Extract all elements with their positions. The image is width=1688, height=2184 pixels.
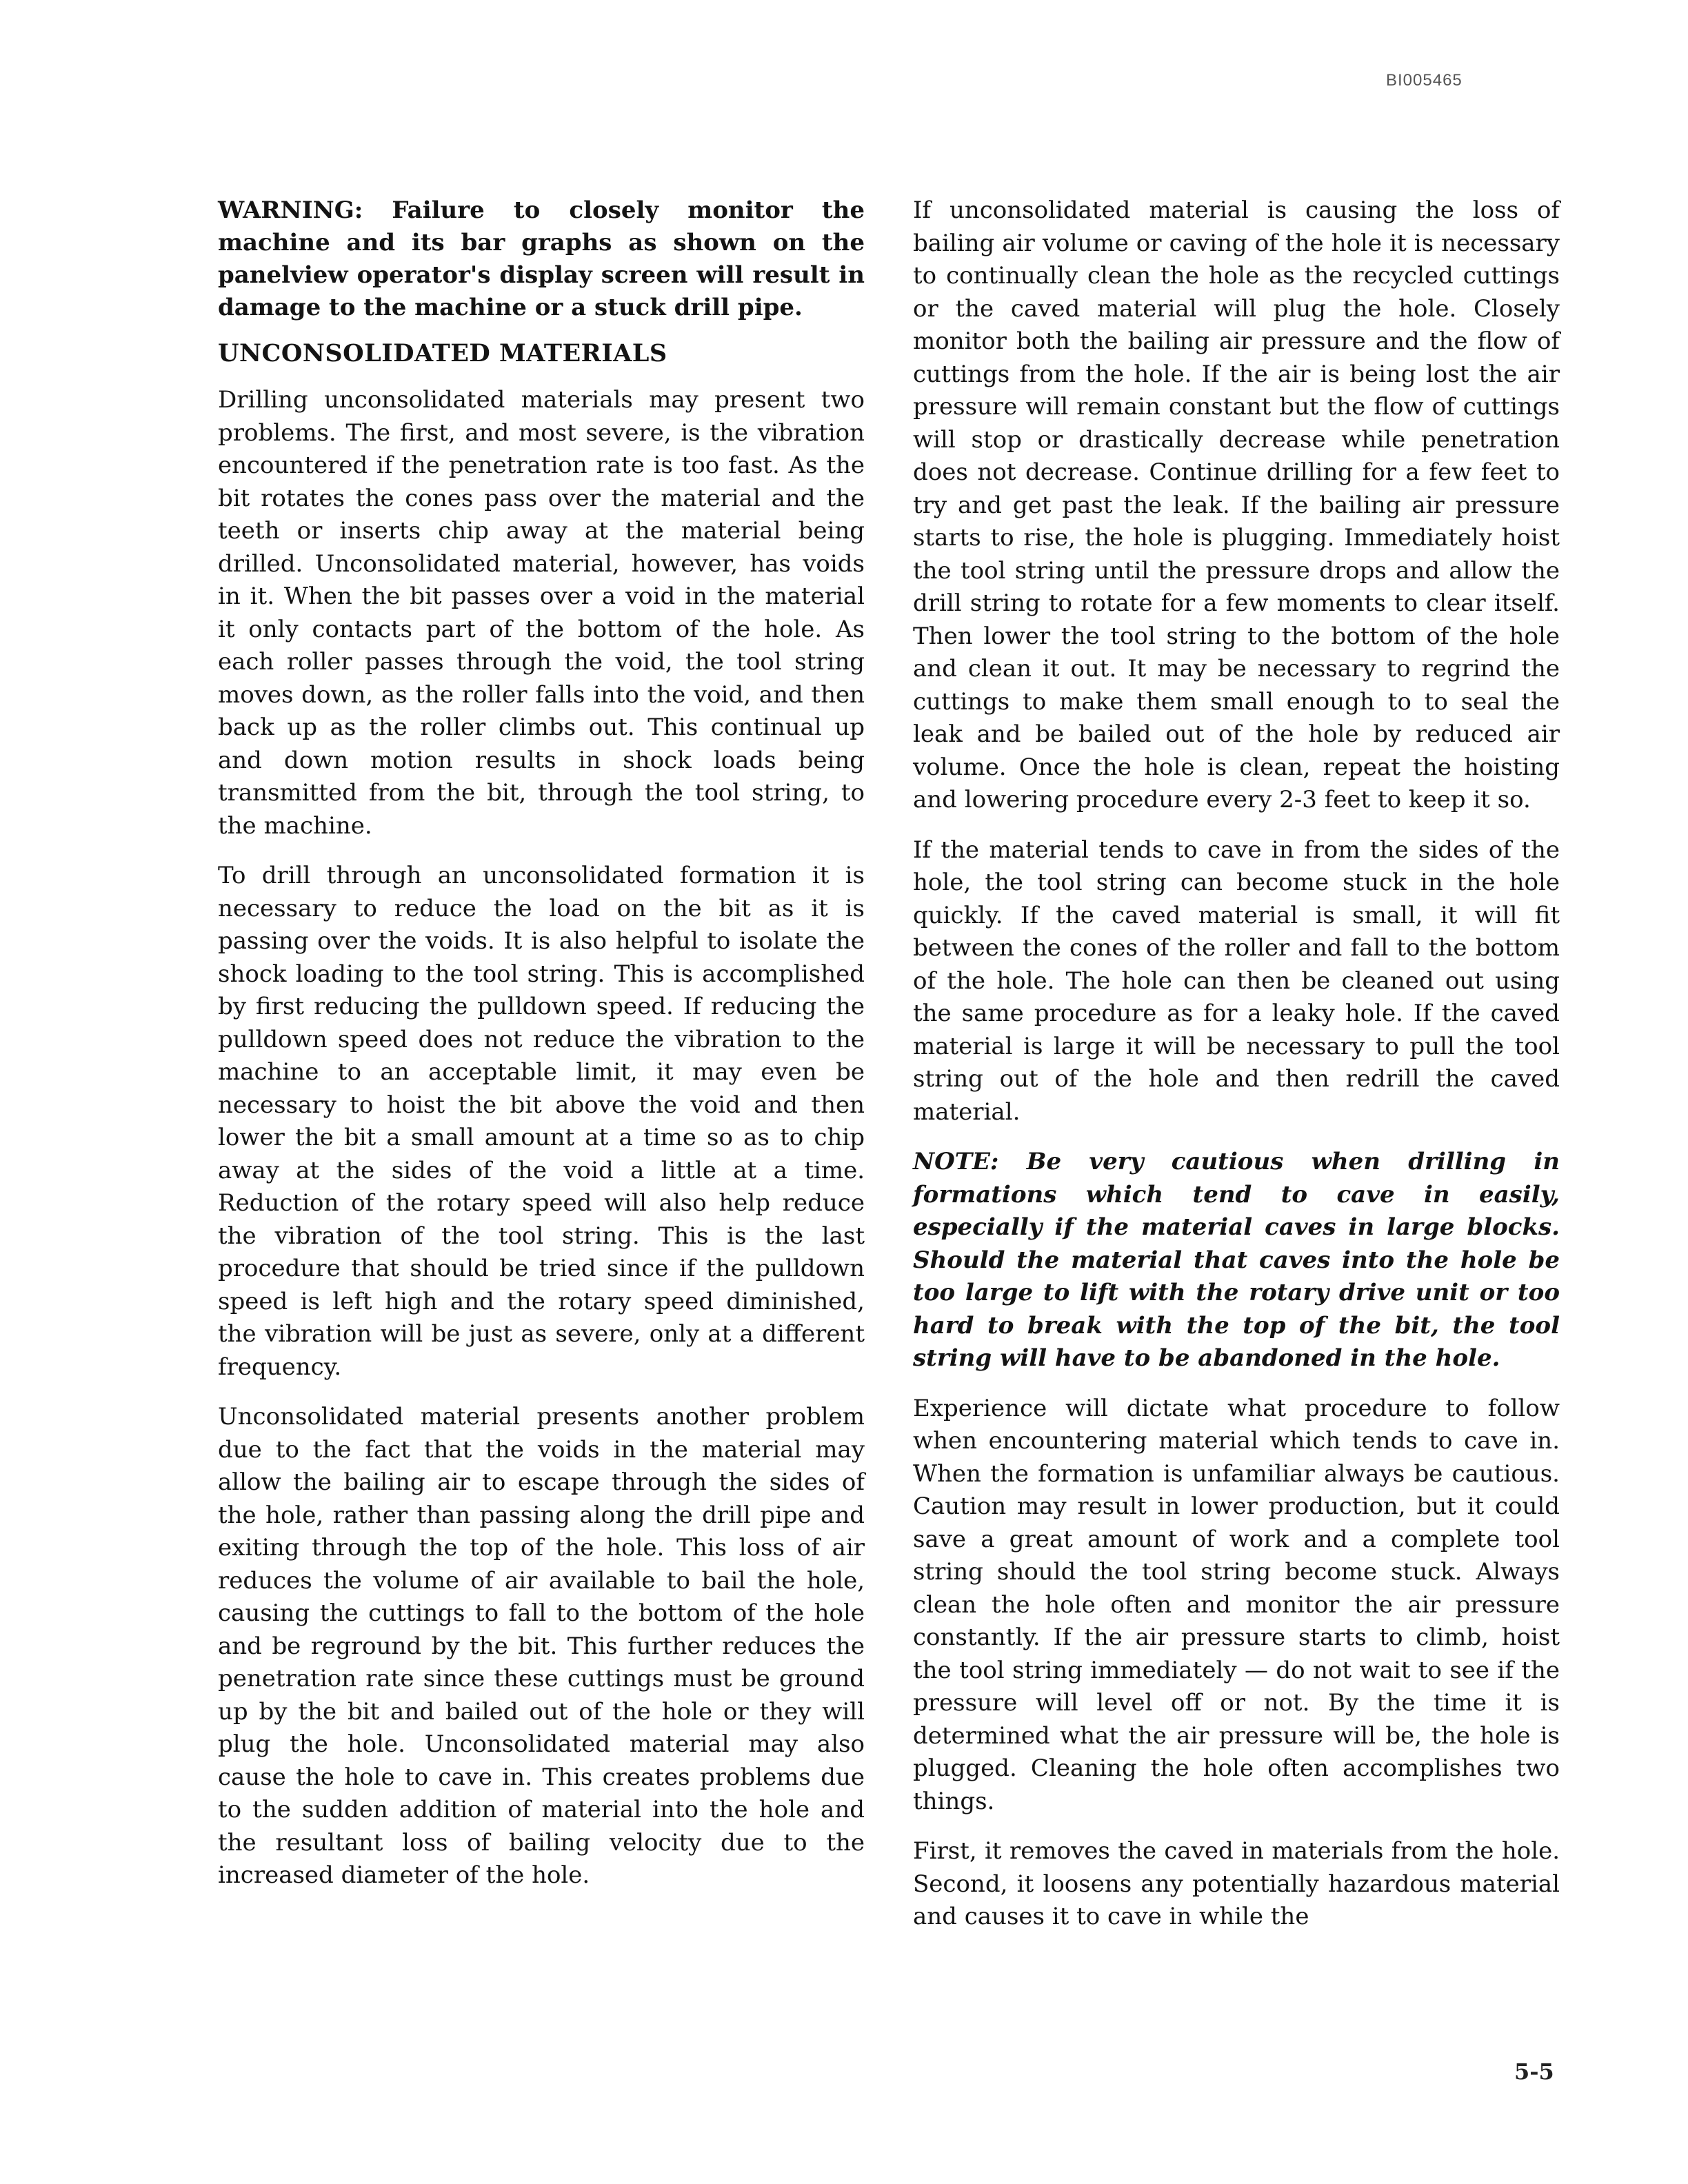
section-heading: UNCONSOLIDATED MATERIALS xyxy=(218,339,667,367)
warning-text: WARNING: Failure to closely monitor the machine and its bar graphs as shown on the panelview operator's display screen will result in damage to the machine or a stuck drill pipe. xyxy=(218,196,865,321)
paragraph: If unconsolidated material is causing the loss of bailing air volume or caving of the hole it is necessary to continually clean the hole as the recycled cuttings or the caved material will plug the hole. Closely monitor both the bailing air pressure and the flow of cuttings from the hole. If the air is being lost the air pressure will remain constant but the flow of cuttings will stop or drastically decrease while penetration does not decrease. Continue drilling for a few feet to try and get past the leak. If the bailing air pressure starts to rise, the hole is plugging. Immediately hoist the tool string until the pressure drops and allow the drill string to rotate for a few moments to clear itself. Then lower the tool string to the bottom of the hole and clean it out. It may be necessary to regrind the cuttings to make them small enough to to seal the leak and be bailed out of the hole by reduced air volume. Once the hole is clean, repeat the hoisting and lowering procedure every 2-3 feet to keep it so. xyxy=(913,196,1560,813)
page-number: 5-5 xyxy=(1514,2059,1554,2085)
paragraph: Drilling unconsolidated materials may present two problems. The first, and most severe, is the vibration encountered if the penetration rate is too fast. As the bit rotates the cones pass over the material and the teeth or inserts chip away at the material being drilled. Unconsolidated material, however, has voids in it. When the bit passes over a void in the material it only contacts part of the bottom of the hole. As each roller passes through the void, the tool string moves down, as the roller falls into the void, and then back up as the roller climbs out. This continual up and down motion results in shock loads being transmitted from the bit, through the tool string, to the machine. xyxy=(218,386,865,840)
paragraph: Experience will dictate what procedure to follow when encountering material which tends to cave in. When the formation is unfamiliar always be cautious. Caution may result in lower production, but it could save a great amount of work and a complete tool string should the tool string become stuck. Always clean the hole often and monitor the air pressure constantly. If the air pressure starts to climb, hoist the tool string immediately — do not wait to see if the pressure will level off or not. By the time it is determined what the air pressure will be, the hole is plugged. Cleaning the hole often accomplishes two things. xyxy=(913,1394,1560,1815)
document-id: BI005465 xyxy=(1386,71,1463,90)
note-text: NOTE: Be very cautious when drilling in formations which tend to cave in easily, especially if the material caves in large blocks. Should the material that caves into the hole be too large to lift with the rotary drive unit or too hard to break with the top of the bit, the tool string will have to be abandoned in the hole. xyxy=(913,1148,1560,1372)
paragraph: Unconsolidated material presents another problem due to the fact that the voids in the material may allow the bailing air to escape through the sides of the hole, rather than passing along the drill pipe and exiting through the top of the hole. This loss of air reduces the volume of air available to bail the hole, causing the cuttings to fall to the bottom of the hole and be reground by the bit. This further reduces the penetration rate since these cuttings must be ground up by the bit and bailed out of the hole or they will plug the hole. Unconsolidated material may also cause the hole to cave in. This creates problems due to the sudden addition of material into the hole and the resultant loss of bailing velocity due to the increased diameter of the hole. xyxy=(218,1403,865,1889)
paragraph: First, it removes the caved in materials from the hole. Second, it loosens any potentially hazardous material and causes it to cave in while the xyxy=(913,1837,1560,1930)
left-column xyxy=(218,194,865,1892)
paragraph: To drill through an unconsolidated formation it is necessary to reduce the load on the bit as it is passing over the voids. It is also helpful to isolate the shock loading to the tool string. This is accomplished by first reducing the pulldown speed. If reducing the pulldown speed does not reduce the vibration to the machine to an acceptable limit, it may even be necessary to hoist the bit above the void and then lower the bit a small amount at a time so as to chip away at the sides of the void a little at a time. Reduction of the rotary speed will also help reduce the vibration of the tool string. This is the last procedure that should be tried since if the pulldown speed is left high and the rotary speed diminished, the vibration will be just as severe, only at a different frequency. xyxy=(218,862,865,1381)
right-column xyxy=(913,194,1560,1934)
paragraph: If the material tends to cave in from the sides of the hole, the tool string can become stuck in the hole quickly. If the caved material is small, it will fit between the cones of the roller and fall to the bottom of the hole. The hole can then be cleaned out using the same procedure as for a leaky hole. If the caved material is large it will be necessary to pull the tool string out of the hole and then redrill the caved material. xyxy=(913,836,1560,1126)
